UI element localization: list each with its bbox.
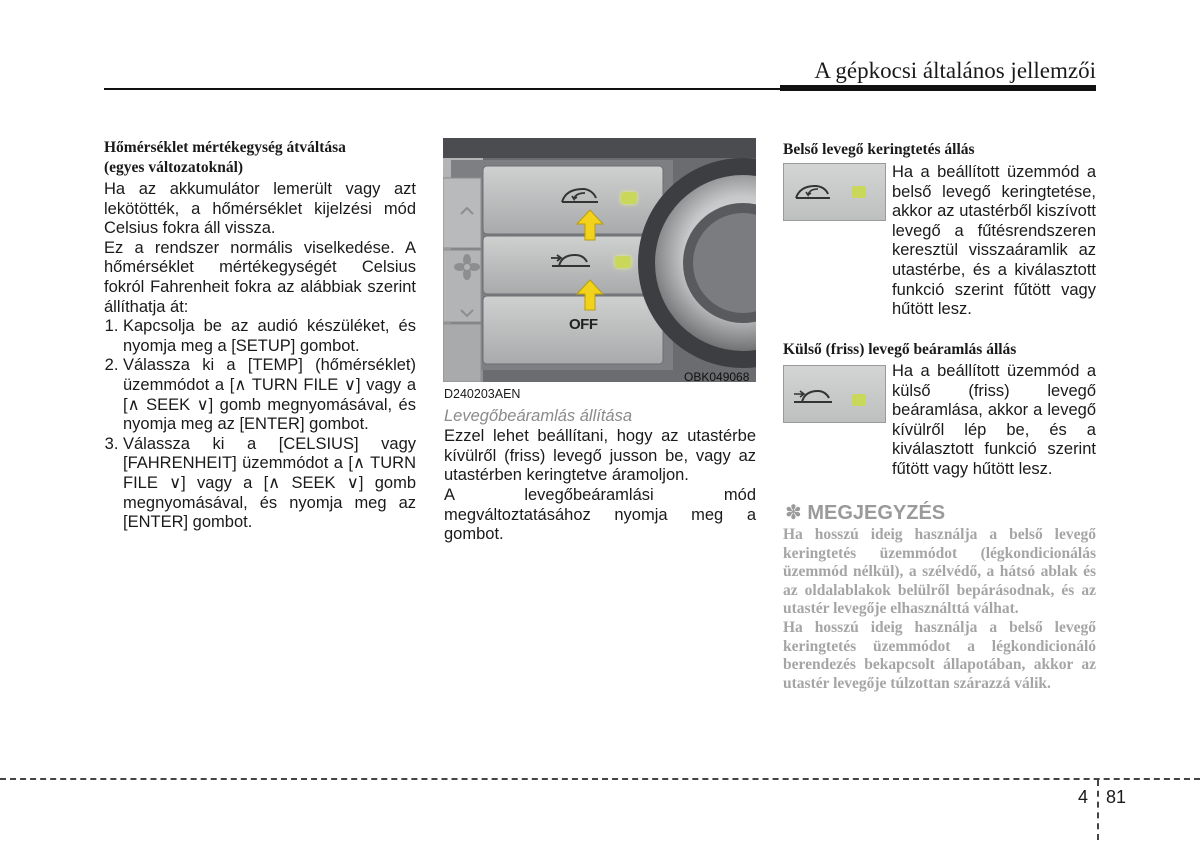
paragraph: Ha a beállított üzemmód a belső levegő keringtetése, akkor az utastérből kiszívott levegő a fűtésrendszeren keresztül visszaáramlik az utastérbe, és a kiválasztott funkció szerint fűtött vagy hűtött lesz.: [892, 163, 1096, 319]
footer-divider: [1097, 780, 1099, 840]
fresh-air-icon: [549, 250, 593, 272]
list-item: 3. Válassza ki a [CELSIUS] vagy [FAHRENHEIT] üzemmódot a [∧ TURN FILE ∨] vagy a [∧ SEEK ∨] gomb megnyomásával, és nyomja meg az [ENTER] gombot.: [123, 435, 416, 533]
off-label: OFF: [569, 316, 598, 333]
heading-line-1: Hőmérséklet mértékegység átváltása: [104, 139, 346, 156]
figure-code: OBK049068: [684, 370, 750, 384]
note-paragraph: Ha hosszú ideig használja a belső levegő keringtetés üzemmódot (légkondicionálás üzemmód nélkül), a szélvédő, a hátsó ablak és az oldalablakok belülről bepárásodnak, és az utastér levegője elhasználttá válhat.: [783, 526, 1096, 618]
section-heading: [104, 138, 416, 178]
chevron-up-icon: [459, 206, 475, 216]
note-title: ✽ MEGJEGYZÉS: [785, 502, 946, 524]
recirculation-icon: [559, 186, 601, 208]
temperature-unit-section: [104, 138, 416, 533]
fresh-air-description: [892, 362, 1096, 480]
fan-icon: [454, 254, 480, 280]
paragraph: A levegőbeáramlási mód megváltoztatásához nyomja meg a gombot.: [444, 485, 756, 544]
steps-list: [104, 317, 416, 533]
note-body: [783, 526, 1096, 693]
heading-line-2: (egyes változatoknál): [104, 159, 244, 176]
chapter-number: 4: [1078, 787, 1089, 807]
list-item: 1. Kapcsolja be az audió készüléket, és nyomja meg a [SETUP] gombot.: [123, 317, 416, 356]
section-code: D240203AEN: [444, 387, 521, 401]
paragraph: Ezzel lehet beállítani, hogy az utastérbe kívülről (friss) levegő jusson be, vagy az utastérben keringtetve áramoljon.: [444, 427, 756, 485]
recirculation-heading: Belső levegő keringtetés állás: [783, 141, 975, 158]
section-title: Levegőbeáramlás állítása: [444, 406, 633, 425]
page-header-title: A gépkocsi általános jellemzői: [814, 58, 1096, 83]
air-intake-section: [444, 385, 756, 545]
list-item: 2. Válassza ki a [TEMP] (hőmérséklet) üzemmódot a [∧ TURN FILE ∨] vagy a [∧ SEEK ∨] gomb megnyomásával, és nyomja meg az [ENTER] gombot.: [123, 356, 416, 434]
header-rule-accent: [780, 85, 1096, 91]
fresh-air-icon: [794, 391, 832, 402]
recirculation-description: [892, 163, 1096, 320]
recirculation-thumbnail: [783, 163, 886, 221]
led-indicator: [615, 256, 631, 268]
paragraph: Ha az akkumulátor lemerült vagy azt lekötötték, a hőmérséklet kijelzési mód Celsius fokra áll vissza.: [104, 180, 416, 238]
led-indicator: [621, 192, 637, 204]
fresh-air-thumbnail: [783, 365, 886, 423]
footer-rule: [0, 778, 1200, 780]
chevron-down-icon: [459, 308, 475, 318]
paragraph: Ha a beállított üzemmód a külső (friss) levegő beáramlása, akkor a levegő kívülről lép be, és a kiválasztott funkció szerint fűtött vagy hűtött lesz.: [892, 362, 1096, 478]
fresh-air-heading: Külső (friss) levegő beáramlás állás: [783, 341, 1017, 358]
arrow-up-icon: [575, 208, 605, 242]
recirculation-icon: [796, 186, 830, 198]
note-paragraph: Ha hosszú ideig használja a belső levegő keringtetés üzemmódot a légkondicionáló berendezés bekapcsolt állapotában, akkor az utastér levegője túlzottan szárazzá válik.: [783, 618, 1096, 692]
control-panel-photo: [443, 138, 756, 382]
page-number: 81: [1106, 787, 1127, 807]
paragraph: Ez a rendszer normális viselkedése. A hőmérséklet mértékegységét Celsius fokról Fahrenheit fokra az alábbiak szerint állíthatja át:: [104, 238, 416, 316]
arrow-up-icon: [575, 278, 605, 312]
